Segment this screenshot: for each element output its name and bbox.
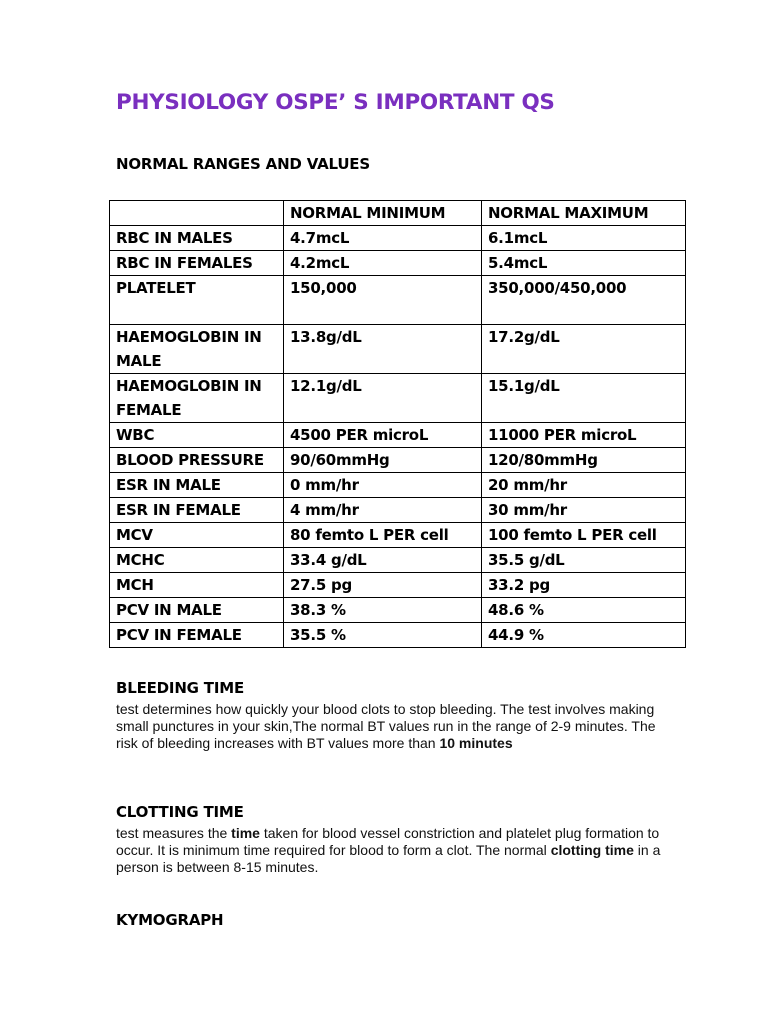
table-cell-parameter: HAEMOGLOBIN IN FEMALE bbox=[110, 374, 284, 423]
bleeding-text: test determines how quickly your blood clots to stop bleeding. The test involves making small punctures in your skin,The normal BT values run in the range of 2-9 minutes. The risk of bleeding increases with BT values more than bbox=[116, 701, 656, 751]
clotting-emphasis: clotting time bbox=[550, 842, 634, 858]
table-cell-maximum: 350,000/450,000 bbox=[482, 276, 686, 325]
table-cell-parameter: PCV IN MALE bbox=[110, 598, 284, 623]
page-title: PHYSIOLOGY OSPE’ S IMPORTANT QS bbox=[116, 90, 555, 115]
table-cell-maximum: 6.1mcL bbox=[482, 226, 686, 251]
table-cell-maximum: 48.6 % bbox=[482, 598, 686, 623]
table-header-cell bbox=[110, 201, 284, 226]
table-cell-minimum: 12.1g/dL bbox=[284, 374, 482, 423]
table-cell-parameter: MCHC bbox=[110, 548, 284, 573]
table-row bbox=[110, 226, 686, 251]
table-cell-maximum: 11000 PER microL bbox=[482, 423, 686, 448]
section-heading-clotting-time: CLOTTING TIME bbox=[116, 803, 244, 821]
clotting-time-paragraph bbox=[116, 825, 676, 876]
bleeding-time-paragraph bbox=[116, 701, 676, 752]
table-cell-parameter: MCH bbox=[110, 573, 284, 598]
table-cell-minimum: 150,000 bbox=[284, 276, 482, 325]
table-cell-parameter: ESR IN MALE bbox=[110, 473, 284, 498]
table-cell-maximum: 33.2 pg bbox=[482, 573, 686, 598]
clotting-text: taken for blood vessel constriction and platelet plug formation to occur. It is minimum time required for blood to form a clot. The normal bbox=[116, 825, 660, 858]
table-cell-parameter: RBC IN FEMALES bbox=[110, 251, 284, 276]
table-cell-maximum: 120/80mmHg bbox=[482, 448, 686, 473]
table-row bbox=[110, 448, 686, 473]
table-cell-minimum: 90/60mmHg bbox=[284, 448, 482, 473]
table-cell-minimum: 33.4 g/dL bbox=[284, 548, 482, 573]
table-row bbox=[110, 523, 686, 548]
table-cell-parameter: RBC IN MALES bbox=[110, 226, 284, 251]
table-cell-parameter: MCV bbox=[110, 523, 284, 548]
table-cell-minimum: 4.2mcL bbox=[284, 251, 482, 276]
table-row bbox=[110, 623, 686, 648]
table-cell-maximum: 15.1g/dL bbox=[482, 374, 686, 423]
table-header-cell: NORMAL MAXIMUM bbox=[482, 201, 686, 226]
clotting-emphasis: time bbox=[231, 825, 260, 841]
clotting-text: test measures the bbox=[116, 825, 232, 841]
table-cell-maximum: 44.9 % bbox=[482, 623, 686, 648]
table-cell-minimum: 4 mm/hr bbox=[284, 498, 482, 523]
section-heading-kymograph: KYMOGRAPH bbox=[116, 911, 224, 929]
table-cell-minimum: 80 femto L PER cell bbox=[284, 523, 482, 548]
table-cell-maximum: 35.5 g/dL bbox=[482, 548, 686, 573]
table-cell-parameter: BLOOD PRESSURE bbox=[110, 448, 284, 473]
table-row bbox=[110, 473, 686, 498]
table-cell-maximum: 17.2g/dL bbox=[482, 325, 686, 374]
normal-ranges-table bbox=[109, 200, 686, 648]
table-cell-parameter: HAEMOGLOBIN IN MALE bbox=[110, 325, 284, 374]
table-header-cell: NORMAL MINIMUM bbox=[284, 201, 482, 226]
table-row bbox=[110, 598, 686, 623]
table-row bbox=[110, 498, 686, 523]
table-cell-parameter: PLATELET bbox=[110, 276, 284, 325]
table-cell-minimum: 38.3 % bbox=[284, 598, 482, 623]
clotting-text: in a person is between 8-15 minutes. bbox=[116, 842, 661, 875]
table-cell-parameter: PCV IN FEMALE bbox=[110, 623, 284, 648]
table-cell-minimum: 0 mm/hr bbox=[284, 473, 482, 498]
table-row bbox=[110, 548, 686, 573]
table-cell-minimum: 4.7mcL bbox=[284, 226, 482, 251]
table-cell-minimum: 27.5 pg bbox=[284, 573, 482, 598]
table-cell-minimum: 4500 PER microL bbox=[284, 423, 482, 448]
table-cell-maximum: 20 mm/hr bbox=[482, 473, 686, 498]
table-cell-maximum: 5.4mcL bbox=[482, 251, 686, 276]
bleeding-emphasis: 10 minutes bbox=[439, 735, 513, 751]
table-cell-minimum: 35.5 % bbox=[284, 623, 482, 648]
table-row bbox=[110, 251, 686, 276]
table-row bbox=[110, 325, 686, 374]
table-row bbox=[110, 374, 686, 423]
table-header-row bbox=[110, 201, 686, 226]
table-row bbox=[110, 423, 686, 448]
table-row bbox=[110, 573, 686, 598]
section-heading-bleeding-time: BLEEDING TIME bbox=[116, 679, 244, 697]
table-cell-parameter: WBC bbox=[110, 423, 284, 448]
table-cell-maximum: 30 mm/hr bbox=[482, 498, 686, 523]
section-heading-normal-ranges: NORMAL RANGES AND VALUES bbox=[116, 155, 370, 173]
table-cell-minimum: 13.8g/dL bbox=[284, 325, 482, 374]
table-cell-maximum: 100 femto L PER cell bbox=[482, 523, 686, 548]
table-cell-parameter: ESR IN FEMALE bbox=[110, 498, 284, 523]
table-row bbox=[110, 276, 686, 325]
